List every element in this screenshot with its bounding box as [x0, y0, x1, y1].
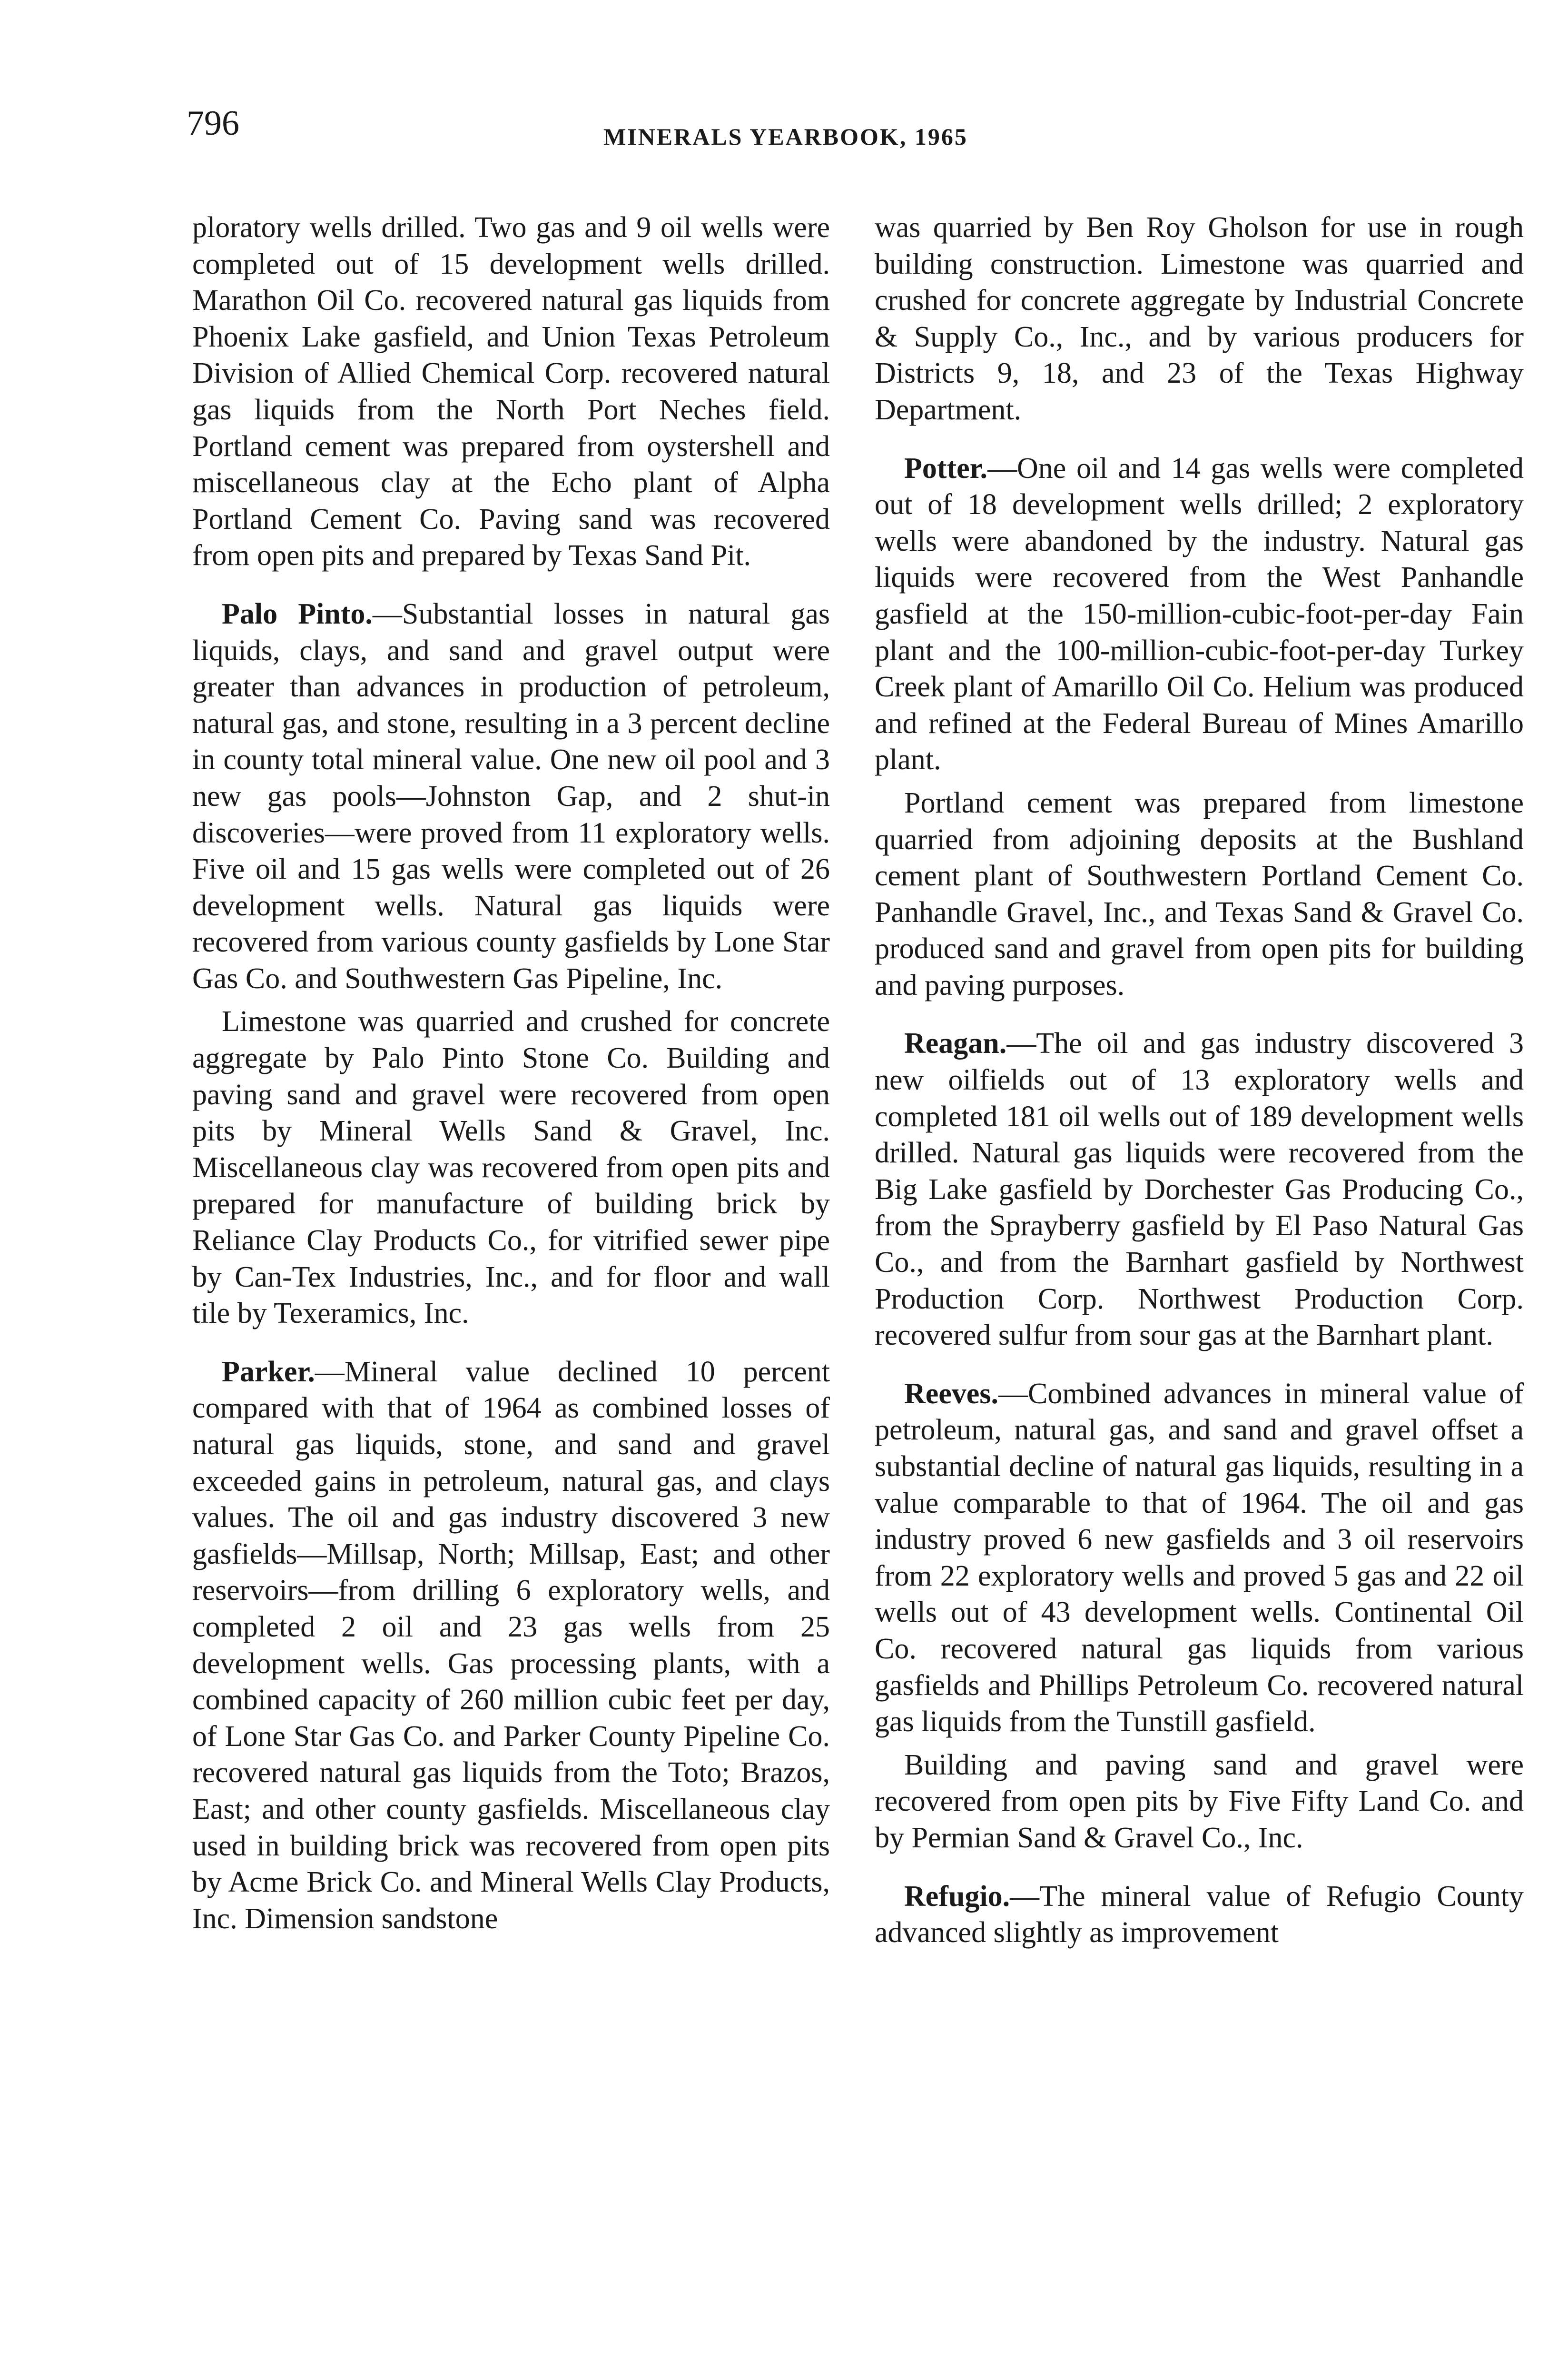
potter-text: —One oil and 14 gas wells were completed out of 18 development wells drilled; 2 exploratory wells were abandoned by the industry. Natural gas liquids were recovered from the West Panhandle gasfield at the 150-million-cubic-foot-per-day Fain plant and the 100-million-cubic-foot-per-day Turkey Creek plant of Amarillo Oil Co. Helium was produced and refined at the Federal Bureau of Mines Amarillo plant.: [875, 452, 1524, 776]
county-heading-palo-pinto: Palo Pinto.: [222, 597, 373, 630]
left-column: [192, 209, 830, 1937]
palo-pinto-text: —Substantial losses in natural gas liquids, clays, and sand and gravel output were greater than advances in production of petroleum, natural gas, and stone, resulting in a 3 percent decline in county total mineral value. One new oil pool and 3 new gas pools—Johnston Gap, and 2 shut-in discoveries—were proved from 11 exploratory wells. Five oil and 15 gas wells were completed out of 26 development wells. Natural gas liquids were recovered from various county gasfields by Lone Star Gas Co. and Southwestern Gas Pipeline, Inc.: [192, 597, 830, 995]
palo-pinto-paragraph-2: Limestone was quarried and crushed for concrete aggregate by Palo Pinto Stone Co. Building and paving sand and gravel were recovered from open pits by Mineral Wells Sand & Gravel, Inc. Miscellaneous clay was recovered from open pits and prepared for manufacture of building brick by Reliance Clay Products Co., for vitrified sewer pipe by Can-Tex Industries, Inc., and for floor and wall tile by Texeramics, Inc.: [192, 1005, 830, 1330]
refugio-text: —The mineral value of Refugio County advanced slightly as improvement: [875, 1880, 1524, 1949]
continued-paragraph-right: was quarried by Ben Roy Gholson for use in rough building construction. Limestone was quarried and crushed for concrete aggregate by Industrial Concrete & Supply Co., Inc., and by various producers for Districts 9, 18, and 23 of the Texas Highway Department.: [875, 211, 1524, 426]
county-heading-reeves: Reeves.: [904, 1377, 998, 1410]
county-heading-refugio: Refugio.: [904, 1880, 1010, 1913]
reagan-paragraph: [875, 1025, 1524, 1353]
county-heading-potter: Potter.: [904, 452, 988, 485]
potter-paragraph-2: Portland cement was prepared from limestone quarried from adjoining deposits at the Bushland cement plant of Southwestern Portland Cement Co. Panhandle Gravel, Inc., and Texas Sand & Gravel Co. produced sand and gravel from open pits for building and paving purposes.: [875, 786, 1524, 1002]
reeves-paragraph-2: Building and paving sand and gravel were recovered from open pits by Five Fifty Land Co. and by Permian Sand & Gravel Co., Inc.: [875, 1748, 1524, 1854]
page-number: 796: [187, 104, 239, 143]
county-heading-reagan: Reagan.: [904, 1027, 1007, 1060]
county-heading-parker: Parker.: [222, 1355, 315, 1388]
potter-paragraph: [875, 450, 1524, 778]
palo-pinto-paragraph: [192, 596, 830, 997]
running-head: MINERALS YEARBOOK, 1965: [603, 123, 968, 150]
reagan-text: —The oil and gas industry discovered 3 new oilfields out of 13 exploratory wells and completed 181 oil wells out of 189 development wells drilled. Natural gas liquids were recovered from the Big Lake gasfield by Dorchester Gas Producing Co., from the Sprayberry gasfield by El Paso Natural Gas Co., and from the Barnhart gasfield by Northwest Production Corp. Northwest Production Corp. recovered sulfur from sour gas at the Barnhart plant.: [875, 1027, 1524, 1352]
continued-paragraph: ploratory wells drilled. Two gas and 9 oil wells were completed out of 15 development wells drilled. Marathon Oil Co. recovered natural gas liquids from Phoenix Lake gasfield, and Union Texas Petroleum Division of Allied Chemical Corp. recovered natural gas liquids from the North Port Neches field. Portland cement was prepared from oystershell and miscellaneous clay at the Echo plant of Alpha Portland Cement Co. Paving sand was recovered from open pits and prepared by Texas Sand Pit.: [192, 211, 830, 572]
reeves-text: —Combined advances in mineral value of petroleum, natural gas, and sand and gravel offset a substantial decline of natural gas liquids, resulting in a value comparable to that of 1964. The oil and gas industry proved 6 new gasfields and 3 oil reservoirs from 22 exploratory wells and proved 5 gas and 22 oil wells out of 43 development wells. Continental Oil Co. recovered natural gas liquids from various gasfields and Phillips Petroleum Co. recovered natural gas liquids from the Tunstill gasfield.: [875, 1377, 1524, 1738]
right-column: [875, 209, 1524, 1951]
reeves-paragraph: [875, 1376, 1524, 1740]
parker-text: —Mineral value declined 10 percent compared with that of 1964 as combined losses of natural gas liquids, stone, and sand and gravel exceeded gains in petroleum, natural gas, and clays values. The oil and gas industry discovered 3 new gasfields—Millsap, North; Millsap, East; and other reservoirs—from drilling 6 exploratory wells, and completed 2 oil and 23 gas wells from 25 development wells. Gas processing plants, with a combined capacity of 260 million cubic feet per day, of Lone Star Gas Co. and Parker County Pipeline Co. recovered natural gas liquids from the Toto; Brazos, East; and other county gasfields. Miscellaneous clay used in building brick was recovered from open pits by Acme Brick Co. and Mineral Wells Clay Products, Inc. Dimension sandstone: [192, 1355, 830, 1935]
refugio-paragraph: [875, 1878, 1524, 1951]
parker-paragraph: [192, 1354, 830, 1937]
